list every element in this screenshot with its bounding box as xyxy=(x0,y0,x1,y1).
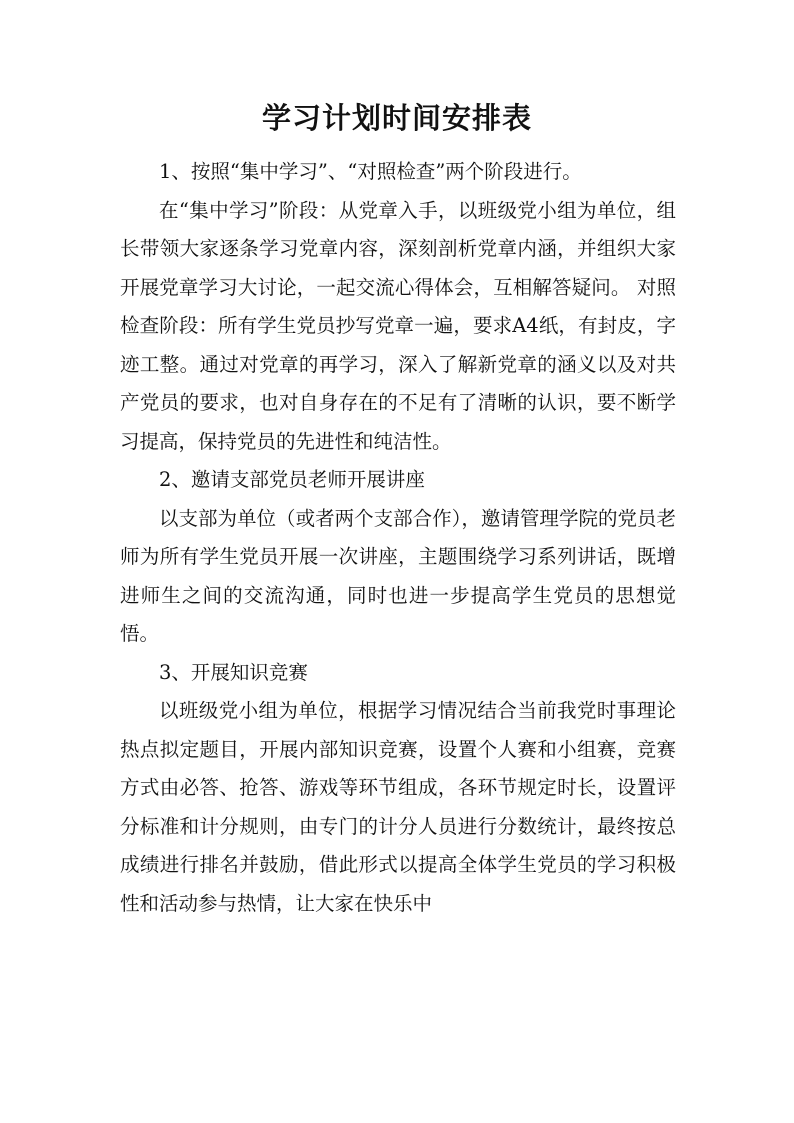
document-title: 学习计划时间安排表 xyxy=(261,101,532,135)
paragraph-section-1-body: 在“集中学习”阶段：从党章入手，以班级党小组为单位，组长带领大家逐条学习党章内容，深刻剖析党章内涵，并组织大家开展党章学习大讨论，一起交流心得体会，互相解答疑问。 对照检查阶段：所有学生党员抄写党章一遍，要求A4纸，有封皮，字迹工整。通过对党章的再学习，深入了解新党章的涵义以及对共产党员的要求，也对自身存在的不足有了清晰的认识，要不断学习提高，保持党员的先进性和纯洁性。 xyxy=(120,198,676,453)
paragraph-section-3-body: 以班级党小组为单位，根据学习情况结合当前我党时事理论热点拟定题目，开展内部知识竞赛，设置个人赛和小组赛，竞赛方式由必答、抢答、游戏等环节组成，各环节规定时长，设置评分标准和计分规则，由专门的计分人员进行分数统计，最终按总成绩进行排名并鼓励，借此形式以提高全体学生党员的学习积极性和活动参与热情，让大家在快乐中 xyxy=(120,699,676,915)
paragraph-section-2-body: 以支部为单位（或者两个支部合作），邀请管理学院的党员老师为所有学生党员开展一次讲座，主题围绕学习系列讲话，既增进师生之间的交流沟通，同时也进一步提高学生党员的思想觉悟。 xyxy=(120,506,676,645)
paragraph-section-2-heading: 2、邀请支部党员老师开展讲座 xyxy=(159,468,425,491)
document-body xyxy=(120,153,676,923)
paragraph-section-1-heading: 1、按照“集中学习”、“对照检查”两个阶段进行。 xyxy=(159,160,582,183)
paragraph-section-3-heading: 3、开展知识竞赛 xyxy=(159,660,308,684)
